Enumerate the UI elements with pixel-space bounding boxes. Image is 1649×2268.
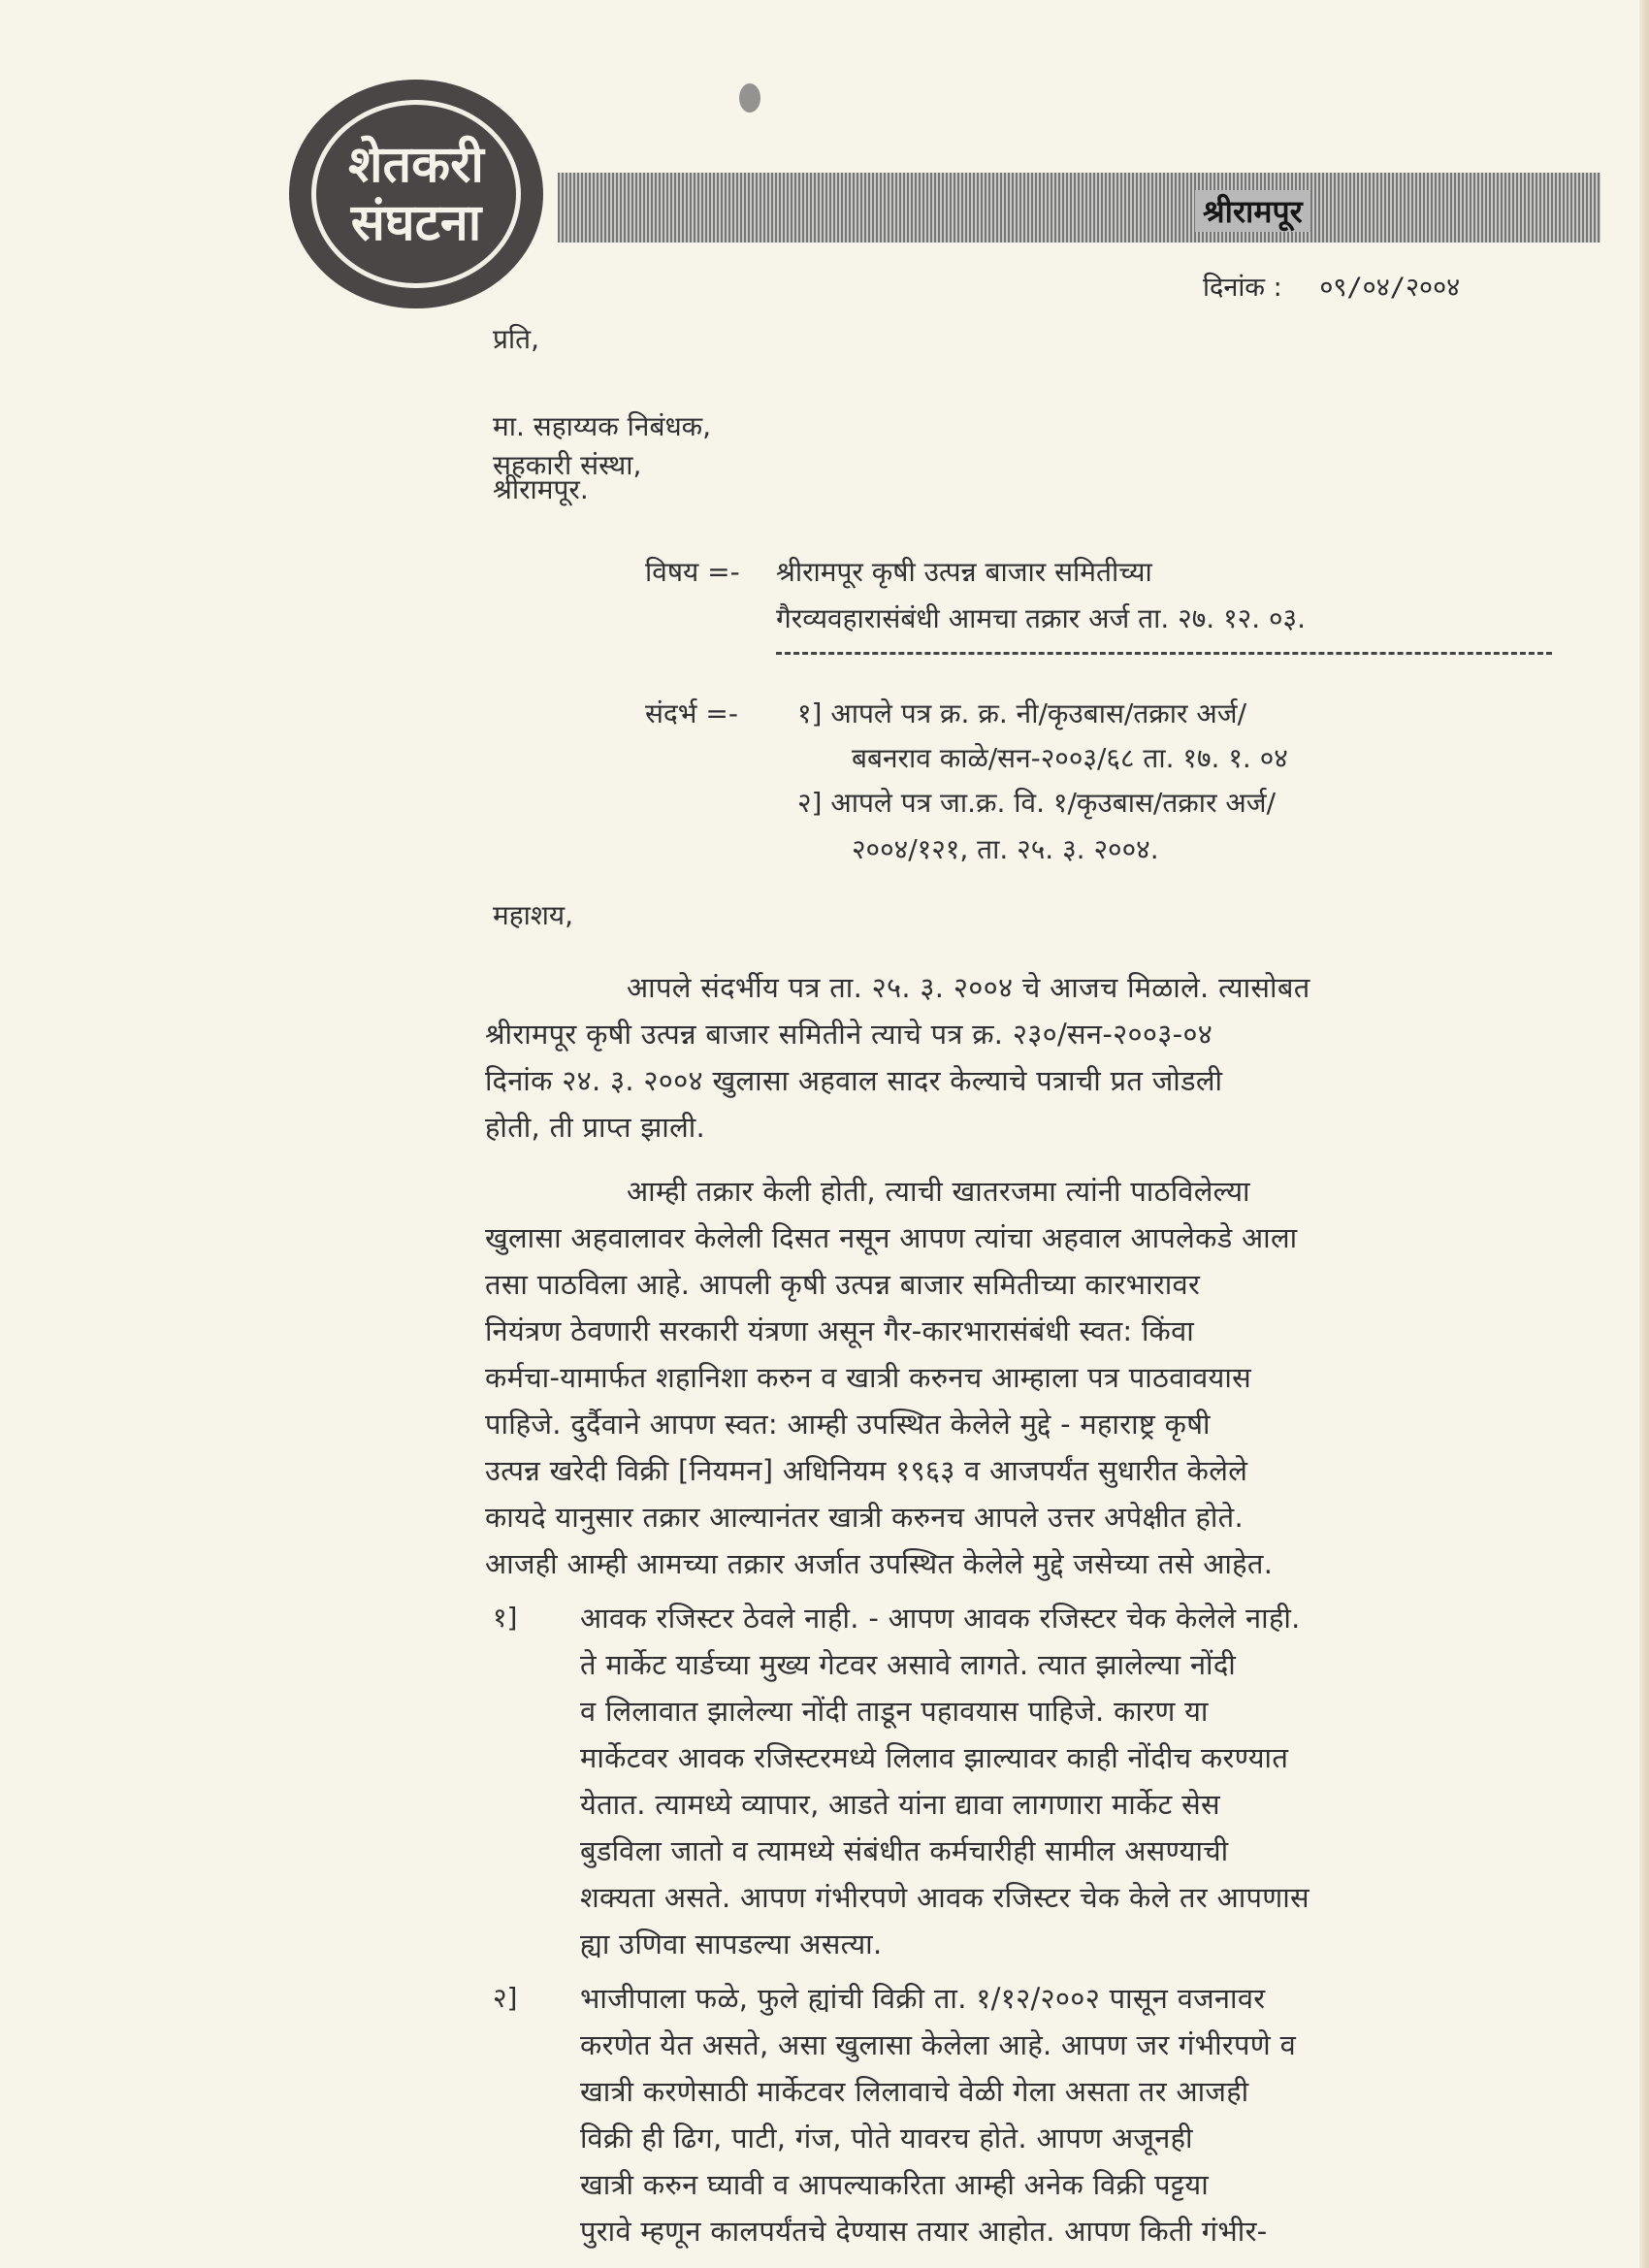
item-number: २] [493, 1982, 518, 2014]
paragraph-line: होती, ती प्राप्त झाली. [485, 1111, 706, 1144]
item-line: भाजीपाला फळे, फुले ह्यांची विक्री ता. १/१२/२००२ पासून वजनावर [580, 1982, 1266, 2015]
date-row [1203, 268, 1460, 304]
organization-logo [289, 80, 543, 308]
item-line: येतात. त्यामध्ये व्यापार, आडते यांना द्यावा लागणारा मार्केट सेस [580, 1788, 1220, 1821]
paragraph-line: आजही आम्ही आमच्या तक्रार अर्जात उपस्थित केलेले मुद्दे जसेच्या तसे आहेत. [485, 1547, 1274, 1580]
item-line: बुडविला जातो व त्यामध्ये संबंधीत कर्मचारीही सामील असण्याची [580, 1834, 1229, 1867]
item-line: पुरावे म्हणून कालपर्यंतचे देण्यास तयार आहोत. आपण किती गंभीर- [580, 2215, 1268, 2248]
item-line: करणेत येत असते, असा खुलासा केलेला आहे. आपण जर गंभीरपणे व [580, 2028, 1297, 2061]
subject-label: विषय =- [645, 556, 740, 588]
ink-smudge [739, 83, 760, 113]
paragraph-line: दिनांक २४. ३. २००४ खुलासा अहवाल सादर केल्याचे पत्राची प्रत जोडली [485, 1064, 1223, 1097]
logo-ring [311, 100, 521, 288]
reference-line: बबनराव काळे/सन-२००३/६८ ता. १७. १. ०४ [852, 742, 1288, 774]
item-line: ते मार्केट यार्डच्या मुख्य गेटवर असावे लागते. त्यात झालेल्या नोंदी [580, 1648, 1237, 1681]
reference-line: २] आपले पत्र जा.क्र. वि. १/कृउबास/तक्रार अर्ज/ [797, 787, 1277, 819]
item-line: मार्केटवर आवक रजिस्टरमध्ये लिलाव झाल्यावर काही नोंदीच करण्यात [580, 1741, 1289, 1774]
addressee-line: श्रीरामपूर. [493, 473, 589, 505]
paragraph-line: उत्पन्न खरेदी विक्री [नियमन] अधिनियम १९६३ व आजपर्यंत सुधारीत केलेले [485, 1454, 1248, 1487]
reference-line: २००४/१२१, ता. २५. ३. २००४. [852, 833, 1159, 865]
item-line: विक्री ही ढिग, पाटी, गंज, पोते यावरच होते. आपण अजूनही [580, 2122, 1193, 2155]
item-line: खात्री करणेसाठी मार्केटवर लिलावाचे वेळी गेला असता तर आजही [580, 2075, 1249, 2108]
paragraph-line: खुलासा अहवालावर केलेली दिसत नसून आपण त्यांचा अहवाल आपलेकडे आला [485, 1221, 1298, 1254]
paragraph-line: आम्ही तक्रार केली होती, त्याची खातरजमा त्यांनी पाठविलेल्या [627, 1175, 1250, 1208]
item-line: आवक रजिस्टर ठेवले नाही. - आपण आवक रजिस्टर चेक केलेले नाही. [580, 1602, 1301, 1635]
subject-line: श्रीरामपूर कृषी उत्पन्न बाजार समितीच्या [776, 556, 1152, 588]
paragraph-line: आपले संदर्भीय पत्र ता. २५. ३. २००४ चे आजच मिळाले. त्यासोबत [627, 971, 1310, 1004]
paragraph-line: पाहिजे. दुर्दैवाने आपण स्वत: आम्ही उपस्थित केलेले मुद्दे - महाराष्ट्र कृषी [485, 1408, 1211, 1441]
paragraph-line: नियंत्रण ठेवणारी सरकारी यंत्रणा असून गैर-कारभारासंबंधी स्वत: किंवा [485, 1314, 1195, 1347]
reference-line: १] आपले पत्र क्र. क्र. नी/कृउबास/तक्रार अर्ज/ [797, 697, 1247, 729]
item-line: शक्यता असते. आपण गंभीरपणे आवक रजिस्टर चेक केले तर आपणास [580, 1881, 1310, 1914]
reference-label: संदर्भ =- [645, 697, 738, 729]
logo-text-line1: शेतकरी [348, 136, 484, 194]
paper-edge [1639, 0, 1649, 2268]
subject-line: गैरव्यवहारासंबंधी आमचा तक्रार अर्ज ता. २७. १२. ०३. [776, 602, 1307, 634]
paragraph-line: कर्मचा-यामार्फत शहानिशा करुन व खात्री करुनच आम्हाला पत्र पाठवावयास [485, 1361, 1252, 1394]
logo-text-line2: संघटना [350, 194, 482, 252]
addressee-line: मा. सहाय्यक निबंधक, [493, 410, 712, 442]
date-label: दिनांक : [1203, 273, 1282, 303]
item-line: ह्या उणिवा सापडल्या असत्या. [580, 1928, 883, 1960]
item-number: १] [493, 1602, 518, 1634]
date-value: ०९/०४/२००४ [1319, 273, 1461, 303]
letterhead-location: श्रीरामपूर [1195, 190, 1310, 232]
paragraph-line: श्रीरामपूर कृषी उत्पन्न बाजार समितीने त्याचे पत्र क्र. २३०/सन-२००३-०४ [485, 1018, 1213, 1051]
addressee-line: सहकारी संस्था, [493, 449, 642, 481]
addressee-to: प्रति, [493, 323, 540, 355]
salutation: महाशय, [493, 899, 574, 931]
item-line: व लिलावात झालेल्या नोंदी ताडून पहावयास पाहिजे. कारण या [580, 1695, 1209, 1728]
item-line: खात्री करुन घ्यावी व आपल्याकरिता आम्ही अनेक विक्री पट्टया [580, 2168, 1210, 2201]
subject-underline [776, 652, 1552, 655]
paragraph-line: कायदे यानुसार तक्रार आल्यानंतर खात्री करुनच आपले उत्तर अपेक्षीत होते. [485, 1501, 1245, 1534]
letterhead-band [558, 173, 1600, 243]
paragraph-line: तसा पाठविला आहे. आपली कृषी उत्पन्न बाजार समितीच्या कारभारावर [485, 1268, 1201, 1301]
